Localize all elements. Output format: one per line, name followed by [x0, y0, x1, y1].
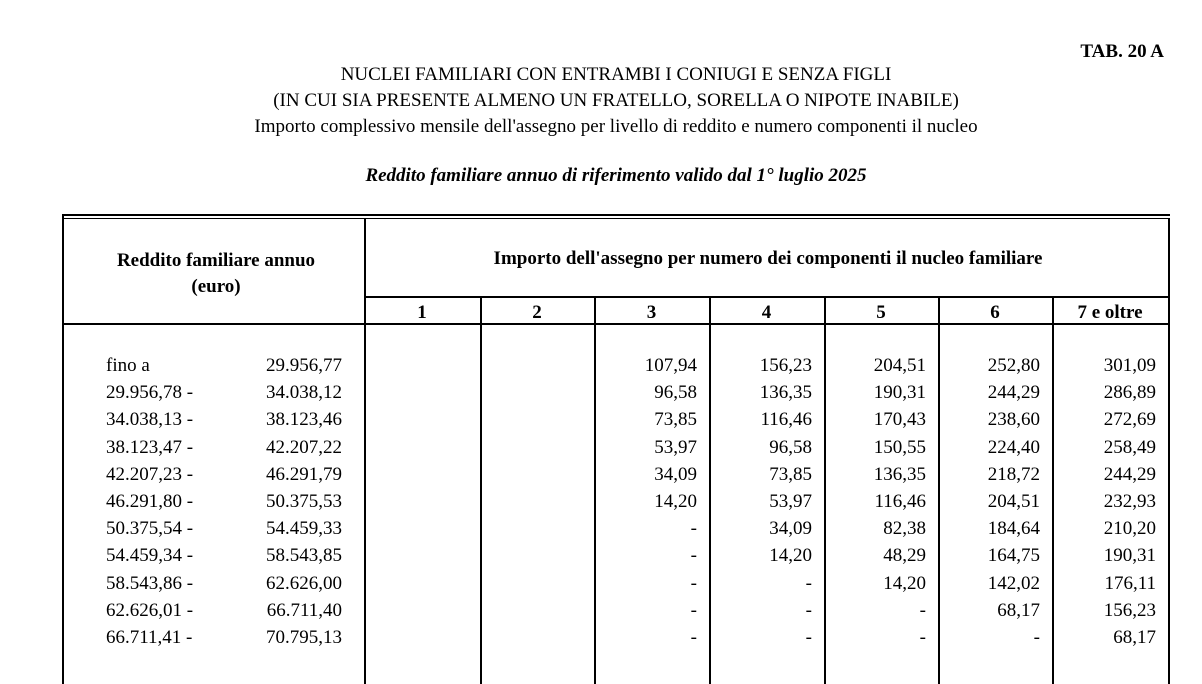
amount-cell: 301,09	[1103, 355, 1156, 376]
income-from: fino a	[106, 355, 150, 376]
column-header: 6	[990, 302, 1000, 323]
table-row	[62, 491, 1170, 518]
amount-cell: 156,23	[759, 355, 812, 376]
column-header: 5	[876, 302, 886, 323]
amount-cell: 53,97	[769, 491, 812, 512]
income-to: 29.956,77	[266, 355, 342, 376]
column-header: 3	[646, 302, 657, 323]
amount-cell: 190,31	[873, 382, 926, 404]
subtitle: Reddito familiare annuo di riferimento valido dal 1° luglio 2025	[365, 165, 867, 186]
title-line-2: (IN CUI SIA PRESENTE ALMENO UN FRATELLO, SORELLA O NIPOTE INABILE)	[273, 90, 959, 111]
table-row	[62, 355, 1170, 382]
income-from: 29.956,78 -	[106, 382, 194, 404]
amount-cell: 150,55	[873, 436, 926, 458]
column-header: 2	[532, 302, 542, 323]
column-divider	[938, 296, 940, 684]
amount-cell: 14,20	[883, 572, 926, 594]
amount-cell: -	[805, 572, 812, 594]
income-to: 50.375,53	[266, 491, 342, 512]
amount-cell: -	[690, 599, 697, 621]
amount-cell: -	[690, 518, 697, 540]
amount-cell: 136,35	[759, 382, 812, 404]
income-from: 42.207,23 -	[106, 463, 194, 485]
income-from: 46.291,80 -	[106, 491, 194, 512]
table-row	[62, 518, 1170, 545]
amount-cell: 232,93	[1103, 491, 1156, 512]
column-divider	[824, 296, 826, 684]
amount-cell: 73,85	[769, 463, 812, 485]
amount-cell: 170,43	[873, 409, 926, 431]
income-from: 34.038,13 -	[106, 409, 194, 431]
amount-cell: 258,49	[1103, 436, 1156, 458]
column-divider	[480, 296, 482, 684]
income-header-line-2: (euro)	[191, 276, 241, 297]
amount-cell: 176,11	[1104, 572, 1156, 594]
table-row	[62, 464, 1170, 491]
income-to: 46.291,79	[266, 463, 342, 485]
amount-cell: 34,09	[769, 518, 812, 540]
income-to: 58.543,85	[266, 545, 342, 567]
amount-cell: 204,51	[873, 355, 926, 376]
column-divider	[709, 296, 711, 684]
amount-cell: -	[919, 599, 926, 621]
income-to: 34.038,12	[266, 382, 342, 404]
amount-cell: -	[690, 572, 697, 594]
amount-cell: 142,02	[987, 572, 1040, 594]
amount-cell: 96,58	[654, 382, 697, 404]
amount-cell: 116,46	[760, 409, 812, 431]
amount-cell: -	[1033, 627, 1040, 648]
income-to: 54.459,33	[266, 518, 342, 540]
amount-cell: 48,29	[883, 545, 926, 567]
amount-cell: 244,29	[1103, 463, 1156, 485]
table-row	[62, 627, 1170, 654]
income-from: 62.626,01 -	[106, 599, 194, 621]
table-row	[62, 409, 1170, 436]
amount-cell: 190,31	[1103, 545, 1156, 567]
amount-cell: 218,72	[987, 463, 1040, 485]
amount-cell: 34,09	[654, 463, 697, 485]
income-to: 66.711,40	[266, 599, 342, 621]
table-row	[62, 600, 1170, 627]
income-to: 38.123,46	[266, 409, 342, 431]
amount-cell: 164,75	[987, 545, 1040, 567]
column-divider	[594, 296, 596, 684]
amount-cell: 286,89	[1103, 382, 1156, 404]
income-to: 42.207,22	[266, 436, 342, 458]
income-from: 58.543,86 -	[106, 572, 194, 594]
amount-cell: 224,40	[987, 436, 1040, 458]
column-header: 4	[761, 302, 772, 323]
table-top-border-inner	[62, 218, 1170, 219]
table-row	[62, 437, 1170, 464]
amount-cell: 184,64	[987, 518, 1040, 540]
amount-cell: -	[690, 545, 697, 567]
table-row	[62, 382, 1170, 409]
amount-cell: 107,94	[644, 355, 697, 376]
amount-cell: 244,29	[987, 382, 1040, 404]
title-line-3: Importo complessivo mensile dell'assegno per livello di reddito e numero componenti il nucleo	[254, 116, 978, 137]
column-divider	[1052, 296, 1054, 684]
amount-cell: 68,17	[997, 599, 1040, 621]
amount-cell: 96,58	[769, 436, 812, 458]
income-header-line-1: Reddito familiare annuo	[116, 250, 316, 271]
amount-cell: -	[805, 627, 812, 648]
income-to: 62.626,00	[266, 572, 342, 594]
amount-cell: 82,38	[883, 518, 926, 540]
header-divider	[364, 296, 1170, 298]
table-top-border	[62, 214, 1170, 216]
amount-cell: 73,85	[654, 409, 697, 431]
income-from: 50.375,54 -	[106, 518, 194, 540]
amount-cell: -	[919, 627, 926, 648]
allowance-table	[62, 214, 1170, 684]
amount-cell: 53,97	[654, 436, 697, 458]
income-from: 54.459,34 -	[106, 545, 194, 567]
column-header: 1	[417, 302, 427, 323]
amount-group-header: Importo dell'assegno per numero dei componenti il nucleo familiare	[493, 248, 1043, 269]
title-line-1: NUCLEI FAMILIARI CON ENTRAMBI I CONIUGI E SENZA FIGLI	[340, 64, 892, 85]
amount-cell: 204,51	[987, 491, 1040, 512]
table-row	[62, 573, 1170, 600]
amount-cell: 156,23	[1103, 599, 1156, 621]
amount-cell: -	[690, 627, 697, 648]
amount-cell: 238,60	[987, 409, 1040, 431]
income-from: 66.711,41 -	[106, 627, 193, 648]
income-to: 70.795,13	[266, 627, 342, 648]
amount-cell: 116,46	[874, 491, 926, 512]
amount-cell: 68,17	[1113, 627, 1156, 648]
income-column-header	[66, 248, 366, 300]
column-header: 7 e oltre	[1077, 302, 1143, 323]
table-number: TAB. 20 A	[1080, 41, 1164, 62]
amount-cell: 14,20	[654, 491, 697, 512]
amount-cell: 210,20	[1103, 518, 1156, 540]
amount-cell: 14,20	[769, 545, 812, 567]
amount-cell: 272,69	[1103, 409, 1156, 431]
amount-cell: -	[805, 599, 812, 621]
table-row	[62, 545, 1170, 572]
amount-cell: 252,80	[987, 355, 1040, 376]
income-from: 38.123,47 -	[106, 436, 194, 458]
amount-cell: 136,35	[873, 463, 926, 485]
